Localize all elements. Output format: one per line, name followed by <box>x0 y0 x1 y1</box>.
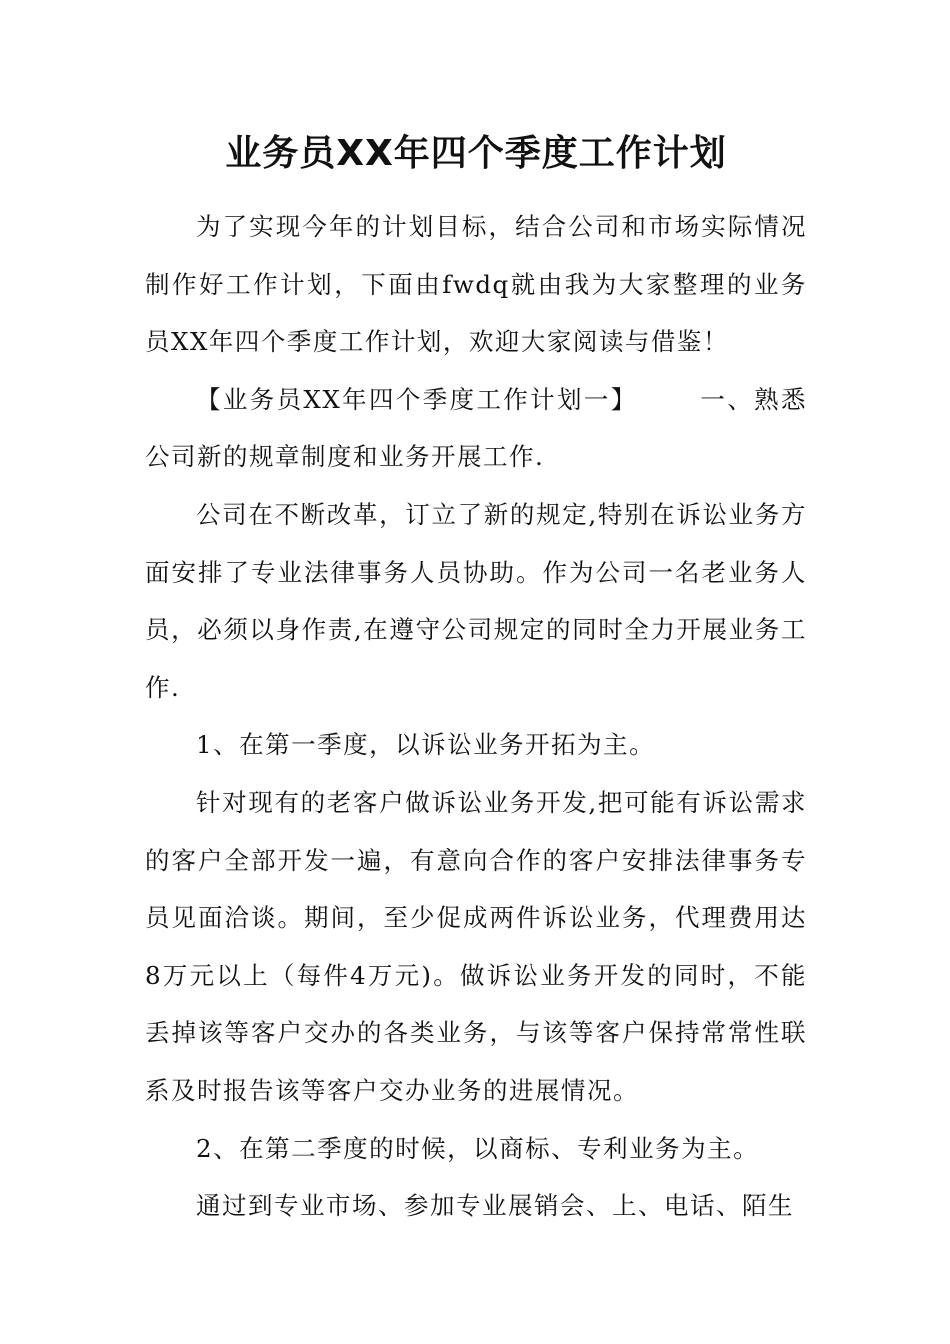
document-page <box>145 0 807 1344</box>
q1-heading: 1、在第一季度，以诉讼业务开拓为主。 <box>196 730 656 760</box>
plan-heading-paragraph <box>145 371 807 486</box>
q1-body-paragraph: 针对现有的老客户做诉讼业务开发,把可能有诉讼需求的客户全部开发一遍，有意向合作的客户安排法律事务专员见面洽谈。期间，至少促成两件诉讼业务，代理费用达8万元以上（每件4万元)。做诉讼业务开发的同时，不能丢掉该等客户交办的各类业务，与该等客户保持常常性联系及时报告该等客户交办业务的进展情况。 <box>145 787 807 1105</box>
document-body <box>145 198 807 1235</box>
plan-heading: 【业务员XX年四个季度工作计划一】 <box>196 384 638 414</box>
intro-paragraph: 为了实现今年的计划目标，结合公司和市场实际情况制作好工作计划，下面由fwdq就由我为大家整理的业务员XX年四个季度工作计划，欢迎大家阅读与借鉴！ <box>145 212 807 357</box>
section-1-heading: 一、熟悉公司新的规章制度和业务开展工作. <box>145 384 807 472</box>
policy-paragraph: 公司在不断改革，订立了新的规定,特别在诉讼业务方面安排了专业法律事务人员协助。作为公司一名老业务人员，必须以身作责,在遵守公司规定的同时全力开展业务工作. <box>145 499 807 702</box>
q2-heading: 2、在第二季度的时候，以商标、专利业务为主。 <box>196 1133 760 1163</box>
q2-body-paragraph: 通过到专业市场、参加专业展销会、上、电话、陌生 <box>196 1191 794 1221</box>
document-title: 业务员XX年四个季度工作计划 <box>225 133 727 174</box>
